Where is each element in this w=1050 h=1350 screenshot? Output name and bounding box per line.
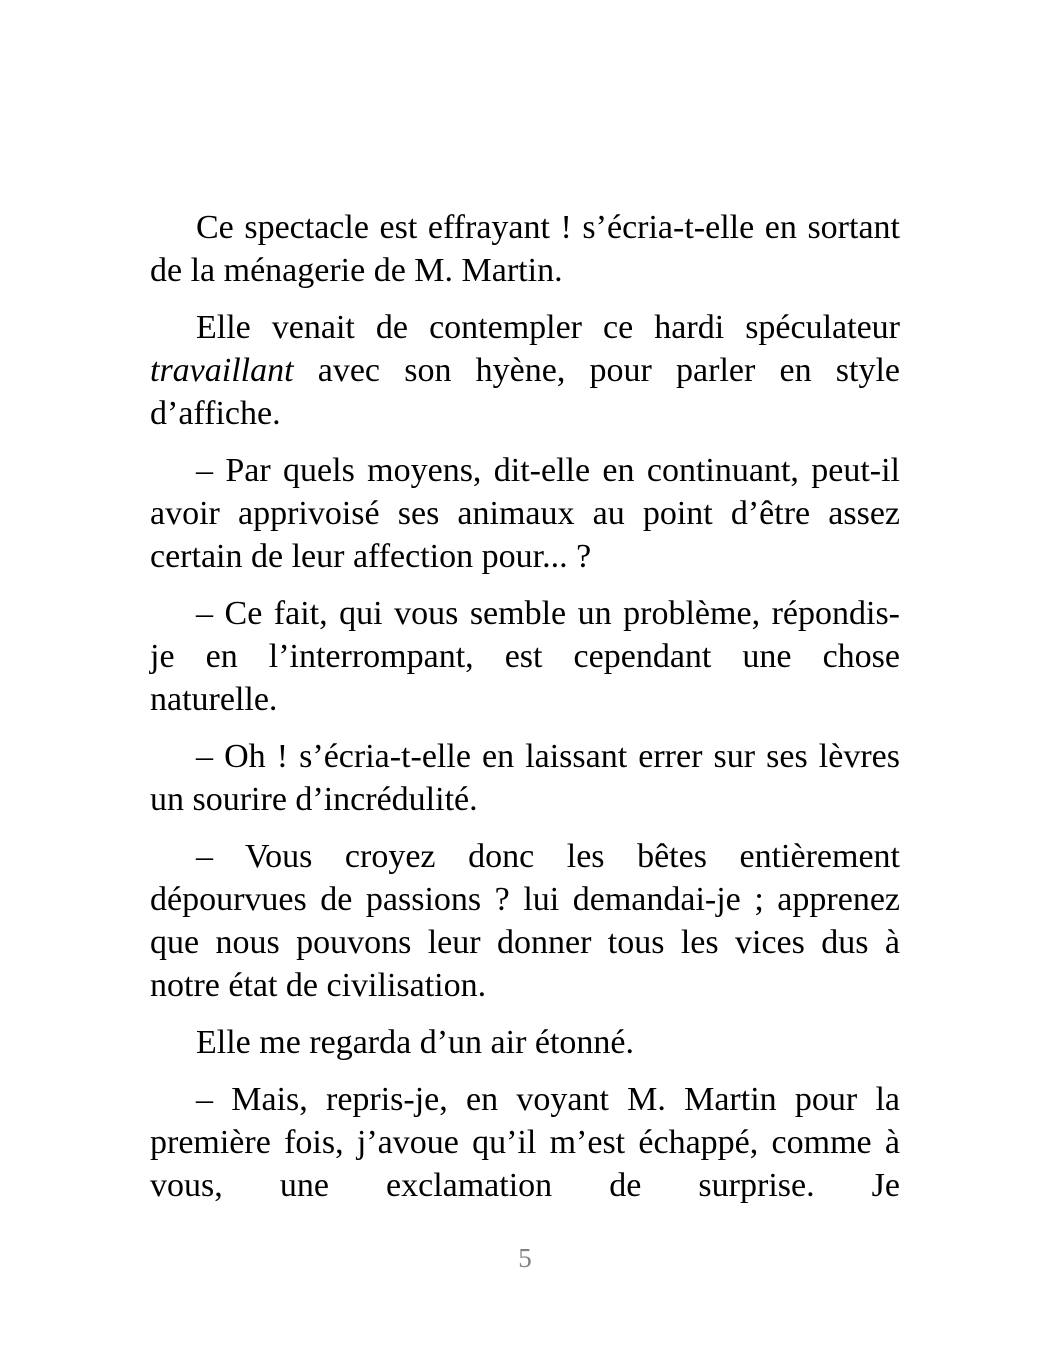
paragraph-6: – Vous croyez donc les bêtes entièrement dépourvues de passions ? lui demandai-je ; apprenez que nous pouvons leur donner tous les vices dus à notre état de civilisation. bbox=[150, 838, 900, 1004]
page-number: 5 bbox=[518, 1243, 532, 1273]
paragraph-4: – Ce fait, qui vous semble un problème, répondis-je en l’interrompant, est cependant une chose naturelle. bbox=[150, 595, 900, 718]
paragraph-7: Elle me regarda d’un air étonné. bbox=[196, 1024, 635, 1061]
paragraph-2-start: Elle venait de contempler ce hardi spéculateur bbox=[196, 309, 900, 346]
paragraph-1: Ce spectacle est effrayant ! s’écria-t-elle en sortant de la ménagerie de M. Martin. bbox=[150, 209, 900, 289]
paragraph-3: – Par quels moyens, dit-elle en continuant, peut-il avoir apprivoisé ses animaux au point d’être assez certain de leur affection pour... ? bbox=[150, 452, 900, 575]
italic-word: travaillant bbox=[150, 352, 294, 389]
paragraph-2-end: avec son hyène, pour parler en style d’affiche. bbox=[150, 352, 900, 432]
paragraph-5: – Oh ! s’écria-t-elle en laissant errer sur ses lèvres un sourire d’incrédulité. bbox=[150, 738, 900, 818]
paragraph-8: – Mais, repris-je, en voyant M. Martin pour la première fois, j’avoue qu’il m’est échappé, comme à vous, une exclamation de surprise. Je bbox=[150, 1081, 900, 1204]
paragraph-2 bbox=[150, 306, 900, 435]
body-text bbox=[150, 206, 900, 1221]
